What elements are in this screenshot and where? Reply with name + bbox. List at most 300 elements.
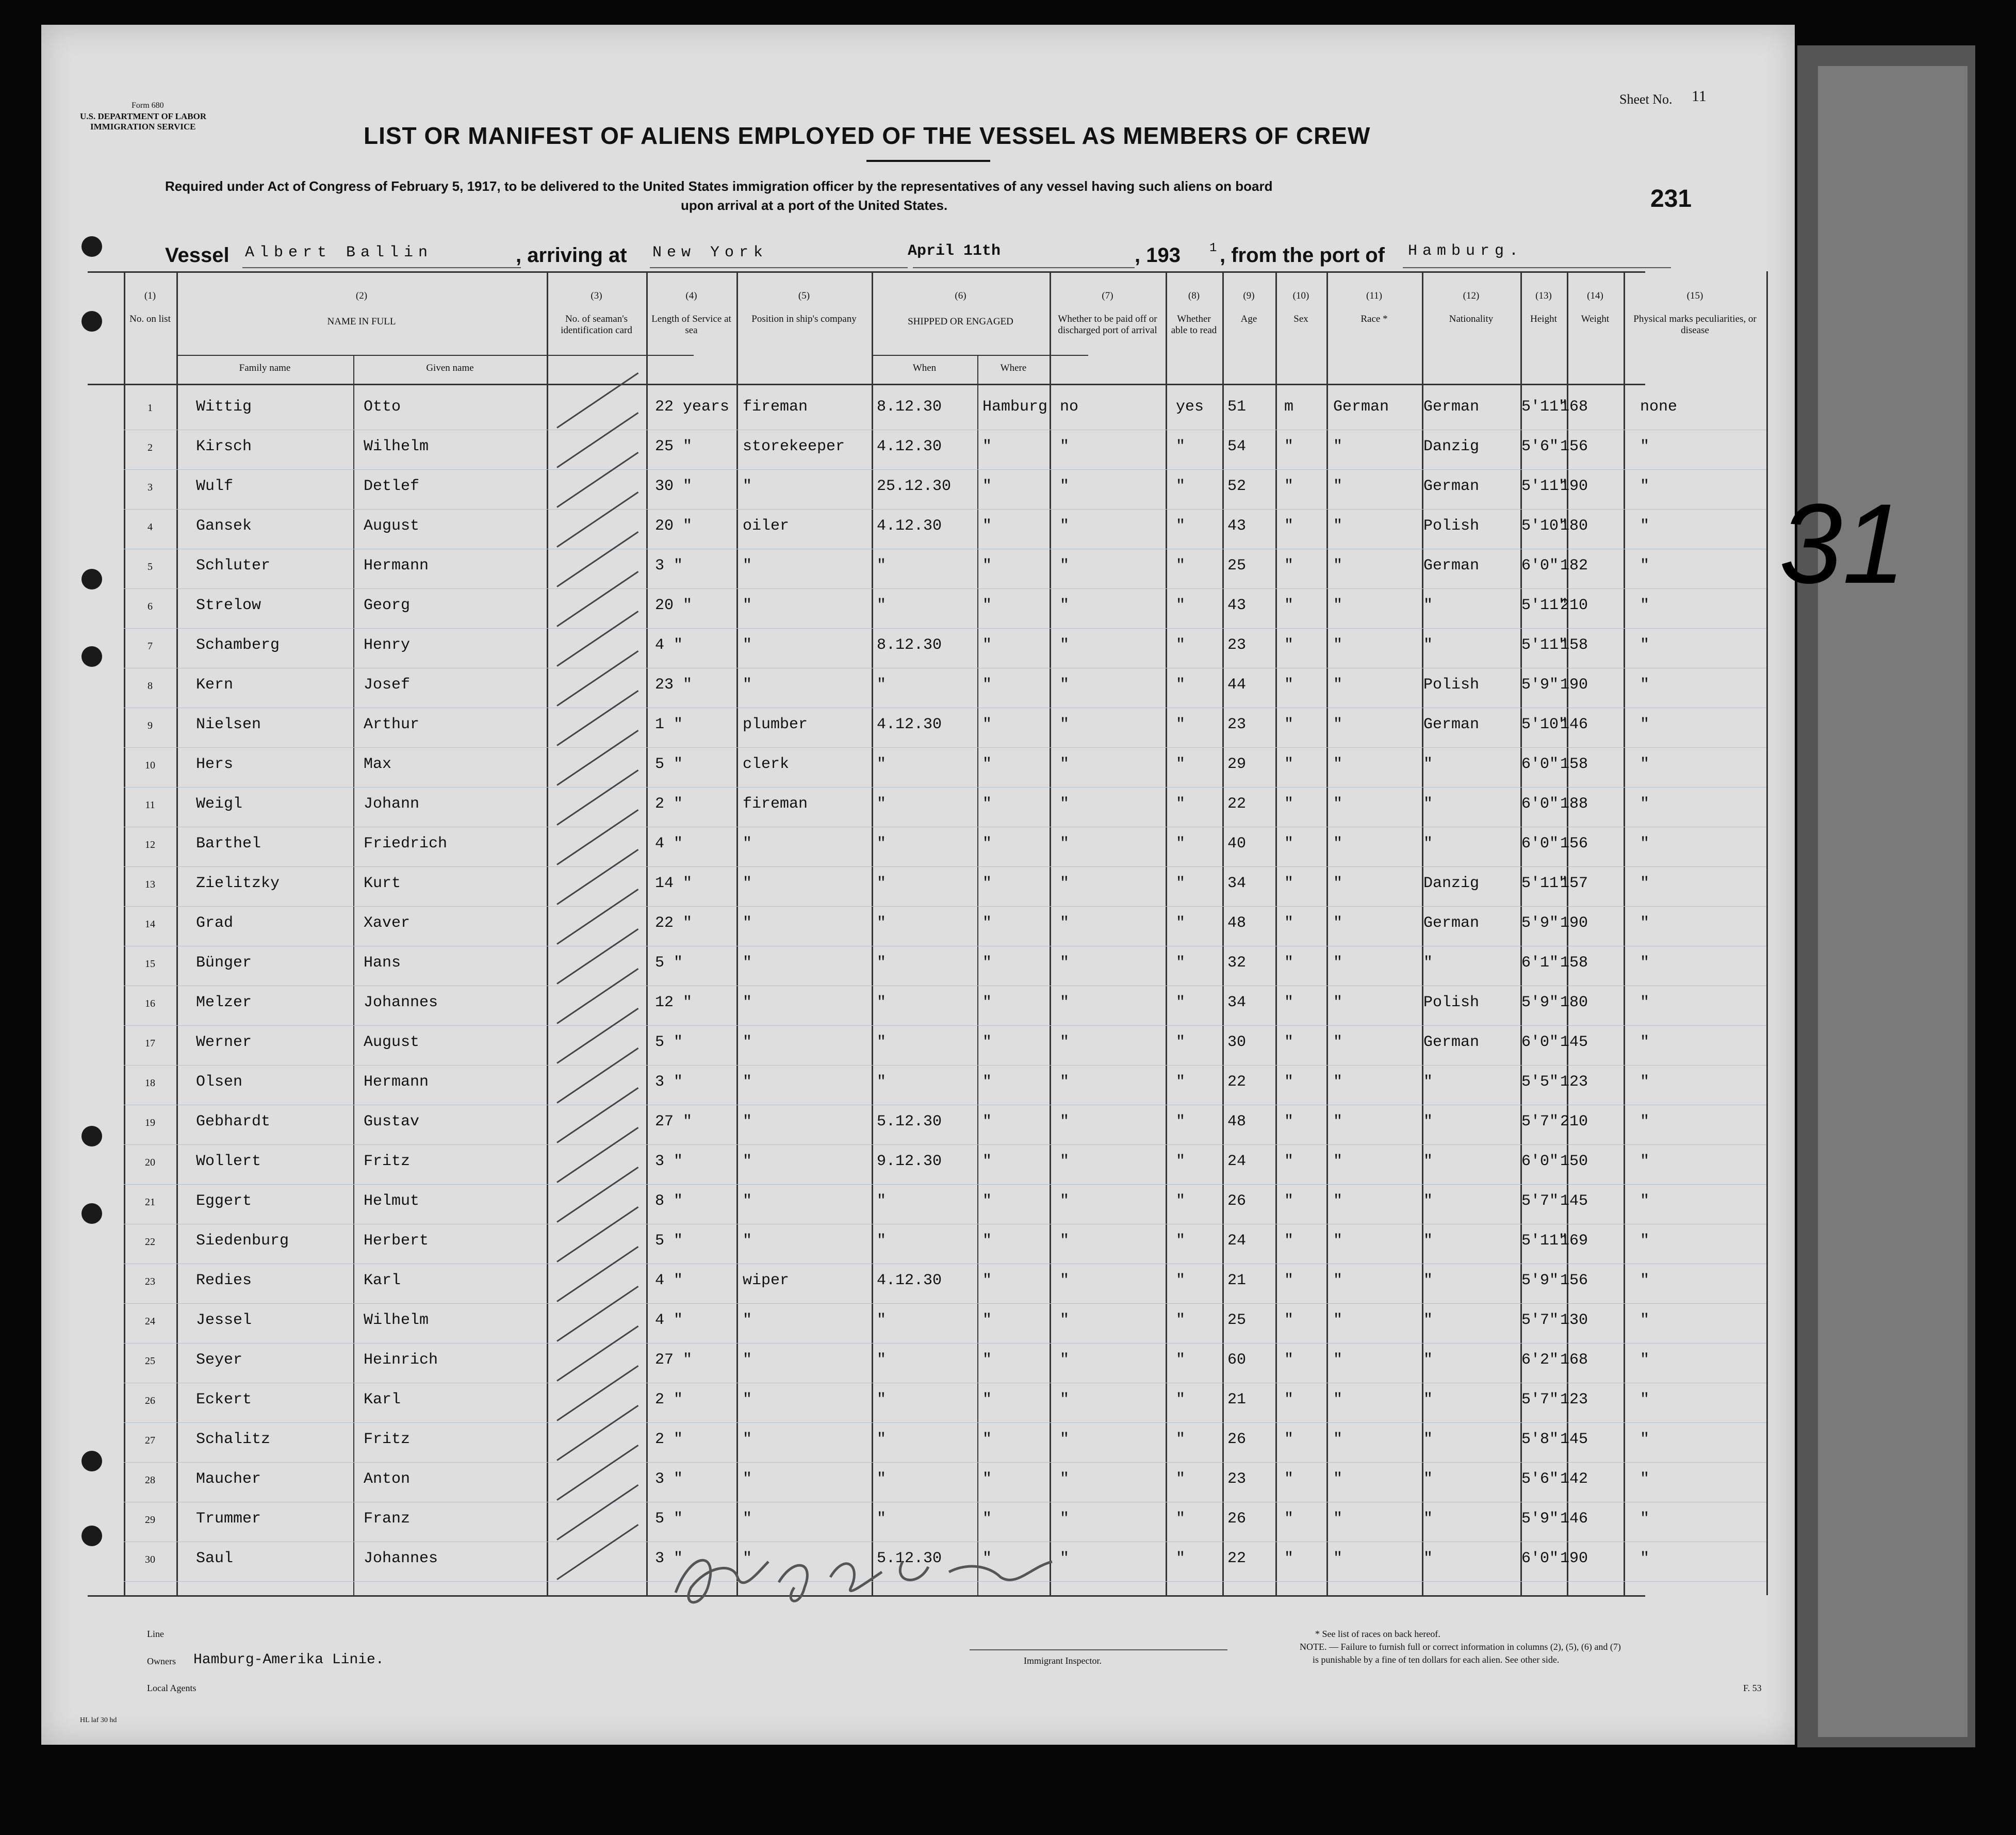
- cell-service: 20 ": [655, 597, 693, 614]
- column-number: (12): [1463, 290, 1480, 301]
- cell-sex: ": [1284, 1351, 1294, 1369]
- cell-sex: ": [1284, 994, 1294, 1011]
- cell-given: Wilhelm: [364, 438, 429, 455]
- cell-position: ": [743, 1351, 752, 1369]
- cell-paid: ": [1060, 1153, 1070, 1170]
- cell-race: ": [1333, 557, 1343, 575]
- cell-given: Karl: [364, 1391, 401, 1408]
- cell-no: 19: [145, 1117, 155, 1128]
- note-line-1: NOTE. — Failure to furnish full or correct information in columns (2), (5), (6) and (7): [1300, 1642, 1621, 1652]
- cell-family: Gansek: [196, 517, 252, 535]
- cell-weight: 210: [1560, 597, 1588, 614]
- cell-marks: ": [1640, 1312, 1650, 1329]
- cell-given: Herbert: [364, 1232, 429, 1250]
- cell-weight: 168: [1560, 398, 1588, 416]
- cell-marks: ": [1640, 1470, 1650, 1488]
- cell-no: 4: [147, 521, 153, 533]
- cell-paid: ": [1060, 875, 1070, 892]
- cell-where: ": [982, 716, 992, 733]
- cell-age: 21: [1227, 1391, 1247, 1408]
- column-label: No. on list: [129, 314, 171, 324]
- cell-nationality: Danzig: [1423, 875, 1480, 892]
- cell-nationality: German: [1423, 914, 1480, 932]
- punch-hole: [81, 1126, 102, 1146]
- cell-height: 6'0": [1521, 756, 1559, 773]
- cell-race: ": [1333, 875, 1343, 892]
- cell-race: ": [1333, 1192, 1343, 1210]
- cell-age: 48: [1227, 914, 1247, 932]
- cell-where: ": [982, 1113, 992, 1131]
- cell-family: Weigl: [196, 795, 243, 813]
- cell-age: 26: [1227, 1431, 1247, 1448]
- cell-read: ": [1176, 1232, 1186, 1250]
- cell-no: 1: [147, 402, 153, 414]
- column-number: (2): [355, 290, 368, 301]
- cell-height: 6'0": [1521, 1550, 1559, 1567]
- department: U.S. DEPARTMENT OF LABOR: [80, 111, 207, 121]
- cell-race: ": [1333, 835, 1343, 853]
- cell-where: ": [982, 1470, 992, 1488]
- cell-read: ": [1176, 1192, 1186, 1210]
- column-number: (8): [1188, 290, 1200, 301]
- cell-sex: ": [1284, 1153, 1294, 1170]
- cell-nationality: Danzig: [1423, 438, 1480, 455]
- form-code: F. 53: [1743, 1683, 1762, 1693]
- cell-when: ": [877, 1470, 887, 1488]
- cell-when: ": [877, 1510, 887, 1528]
- cell-race: ": [1333, 636, 1343, 654]
- cell-service: 22 ": [655, 914, 693, 932]
- cell-sex: ": [1284, 1272, 1294, 1289]
- cell-position: ": [743, 478, 752, 495]
- cell-paid: ": [1060, 1272, 1070, 1289]
- cell-given: Johannes: [364, 1550, 438, 1567]
- cell-nationality: ": [1423, 1351, 1433, 1369]
- cell-when: ": [877, 597, 887, 614]
- cell-service: 4 ": [655, 835, 683, 853]
- from-port: Hamburg.: [1408, 242, 1524, 260]
- cell-sex: ": [1284, 835, 1294, 853]
- cell-sex: ": [1284, 517, 1294, 535]
- cell-paid: ": [1060, 1550, 1070, 1567]
- cell-when: 4.12.30: [877, 716, 942, 733]
- cell-race: ": [1333, 994, 1343, 1011]
- cell-family: Schluter: [196, 557, 271, 575]
- cell-position: ": [743, 1073, 752, 1091]
- cell-where: ": [982, 835, 992, 853]
- cell-given: Friedrich: [364, 835, 448, 853]
- column-number: (4): [685, 290, 697, 301]
- cell-position: oiler: [743, 517, 790, 535]
- cell-height: 5'11": [1521, 597, 1568, 614]
- cell-race: ": [1333, 1510, 1343, 1528]
- column-number: (6): [955, 290, 966, 301]
- cell-family: Eckert: [196, 1391, 252, 1408]
- cell-height: 5'10": [1521, 716, 1568, 733]
- cell-position: ": [743, 676, 752, 694]
- cell-weight: 145: [1560, 1192, 1588, 1210]
- cell-age: 34: [1227, 875, 1247, 892]
- cell-race: ": [1333, 1073, 1343, 1091]
- cell-family: Gebhardt: [196, 1113, 271, 1131]
- cell-family: Werner: [196, 1034, 252, 1051]
- cell-read: ": [1176, 517, 1186, 535]
- cell-where: ": [982, 636, 992, 654]
- column-sublabel: When: [912, 363, 937, 373]
- cell-nationality: Polish: [1423, 517, 1480, 535]
- cell-race: ": [1333, 517, 1343, 535]
- cell-given: Anton: [364, 1470, 411, 1488]
- cell-weight: 157: [1560, 875, 1588, 892]
- cell-nationality: Polish: [1423, 676, 1480, 694]
- cell-age: 32: [1227, 954, 1247, 972]
- cell-height: 5'6": [1521, 1470, 1559, 1488]
- cell-paid: ": [1060, 1034, 1070, 1051]
- arrival-date: April 11th: [908, 242, 1001, 260]
- cell-given: Heinrich: [364, 1351, 438, 1369]
- vessel-name: Albert Ballin: [245, 244, 433, 261]
- cell-when: ": [877, 914, 887, 932]
- cell-weight: 180: [1560, 517, 1588, 535]
- cell-age: 44: [1227, 676, 1247, 694]
- cell-sex: ": [1284, 1113, 1294, 1131]
- cell-age: 34: [1227, 994, 1247, 1011]
- cell-given: Otto: [364, 398, 401, 416]
- owners-value: Hamburg-Amerika Linie.: [193, 1652, 384, 1668]
- cell-position: ": [743, 1550, 752, 1567]
- cell-given: Johann: [364, 795, 420, 813]
- subtitle-line-2: upon arrival at a port of the United States.: [681, 198, 948, 213]
- cell-when: 8.12.30: [877, 398, 942, 416]
- cell-age: 43: [1227, 597, 1247, 614]
- column-label: Whether able to read: [1171, 314, 1217, 336]
- stamp-number: 231: [1650, 185, 1692, 212]
- cell-nationality: ": [1423, 835, 1433, 853]
- cell-height: 6'0": [1521, 557, 1559, 575]
- date-underline: [913, 267, 1135, 268]
- cell-position: ": [743, 994, 752, 1011]
- cell-marks: ": [1640, 557, 1650, 575]
- cell-when: 4.12.30: [877, 517, 942, 535]
- cell-service: 5 ": [655, 1034, 683, 1051]
- cell-height: 6'1": [1521, 954, 1559, 972]
- cell-race: German: [1333, 398, 1389, 416]
- cell-no: 18: [145, 1077, 155, 1089]
- cell-given: August: [364, 517, 420, 535]
- cell-paid: ": [1060, 517, 1070, 535]
- cell-height: 5'9": [1521, 1510, 1559, 1528]
- cell-sex: ": [1284, 954, 1294, 972]
- cell-sex: ": [1284, 1470, 1294, 1488]
- cell-paid: ": [1060, 1232, 1070, 1250]
- cell-no: 23: [145, 1276, 155, 1287]
- cell-given: Helmut: [364, 1192, 420, 1210]
- cell-where: ": [982, 1232, 992, 1250]
- cell-sex: ": [1284, 1312, 1294, 1329]
- column-number: (5): [798, 290, 810, 301]
- cell-sex: ": [1284, 1192, 1294, 1210]
- cell-height: 6'0": [1521, 795, 1559, 813]
- column-number: (15): [1686, 290, 1703, 301]
- cell-race: ": [1333, 478, 1343, 495]
- column-label: Sex: [1293, 314, 1308, 324]
- cell-service: 2 ": [655, 795, 683, 813]
- cell-paid: ": [1060, 636, 1070, 654]
- cell-read: ": [1176, 1391, 1186, 1408]
- cell-marks: ": [1640, 1113, 1650, 1131]
- cell-when: ": [877, 756, 887, 773]
- year-prefix: , 193: [1135, 244, 1181, 267]
- cell-service: 4 ": [655, 1272, 683, 1289]
- cell-nationality: ": [1423, 756, 1433, 773]
- cell-weight: 156: [1560, 438, 1588, 455]
- cell-race: ": [1333, 954, 1343, 972]
- cell-paid: ": [1060, 1192, 1070, 1210]
- cell-no: 27: [145, 1435, 155, 1446]
- cell-service: 27 ": [655, 1113, 693, 1131]
- cell-given: Hermann: [364, 557, 429, 575]
- cell-read: ": [1176, 676, 1186, 694]
- cell-where: ": [982, 875, 992, 892]
- cell-age: 23: [1227, 636, 1247, 654]
- cell-paid: ": [1060, 1470, 1070, 1488]
- sheet-label: Sheet No.: [1619, 92, 1673, 107]
- cell-no: 12: [145, 839, 155, 850]
- cell-height: 5'7": [1521, 1192, 1559, 1210]
- cell-read: ": [1176, 1153, 1186, 1170]
- column-label: Race *: [1361, 314, 1388, 324]
- cell-race: ": [1333, 1272, 1343, 1289]
- cell-marks: ": [1640, 716, 1650, 733]
- cell-race: ": [1333, 1431, 1343, 1448]
- cell-when: ": [877, 1232, 887, 1250]
- cell-age: 25: [1227, 557, 1247, 575]
- cell-when: ": [877, 1034, 887, 1051]
- column-number: (14): [1587, 290, 1603, 301]
- column-label: SHIPPED OR ENGAGED: [908, 316, 1013, 327]
- cell-where: ": [982, 1192, 992, 1210]
- cell-nationality: ": [1423, 1073, 1433, 1091]
- from-port-label: , from the port of: [1220, 244, 1385, 267]
- cell-position: ": [743, 1113, 752, 1131]
- cell-race: ": [1333, 1391, 1343, 1408]
- cell-no: 24: [145, 1316, 155, 1327]
- cell-family: Schalitz: [196, 1431, 271, 1448]
- cell-height: 5'11": [1521, 875, 1568, 892]
- column-number: (11): [1366, 290, 1382, 301]
- cell-position: fireman: [743, 398, 808, 416]
- cell-where: ": [982, 597, 992, 614]
- cell-height: 5'8": [1521, 1431, 1559, 1448]
- cell-age: 23: [1227, 716, 1247, 733]
- cell-service: 5 ": [655, 1510, 683, 1528]
- cell-no: 9: [147, 720, 153, 731]
- owners-label: Owners: [147, 1656, 176, 1666]
- cell-position: ": [743, 954, 752, 972]
- cell-weight: 182: [1560, 557, 1588, 575]
- column-label: Weight: [1581, 314, 1610, 324]
- punch-hole: [81, 569, 102, 589]
- cell-where: ": [982, 795, 992, 813]
- cell-weight: 146: [1560, 1510, 1588, 1528]
- cell-position: ": [743, 875, 752, 892]
- cell-position: storekeeper: [743, 438, 845, 455]
- cell-where: ": [982, 954, 992, 972]
- cell-no: 28: [145, 1474, 155, 1486]
- cell-service: 8 ": [655, 1192, 683, 1210]
- cell-paid: ": [1060, 1113, 1070, 1131]
- cell-read: ": [1176, 835, 1186, 853]
- from-port-underline: [1403, 267, 1671, 268]
- margin-handwritten-number: 31: [1779, 480, 1906, 607]
- cell-paid: ": [1060, 1312, 1070, 1329]
- cell-race: ": [1333, 438, 1343, 455]
- cell-weight: 190: [1560, 676, 1588, 694]
- cell-given: Arthur: [364, 716, 420, 733]
- cell-age: 51: [1227, 398, 1247, 416]
- cell-family: Zielitzky: [196, 875, 280, 892]
- cell-given: Johannes: [364, 994, 438, 1011]
- cell-where: ": [982, 517, 992, 535]
- cell-weight: 168: [1560, 1351, 1588, 1369]
- cell-service: 5 ": [655, 1232, 683, 1250]
- cell-read: ": [1176, 756, 1186, 773]
- cell-nationality: ": [1423, 597, 1433, 614]
- cell-nationality: ": [1423, 1550, 1433, 1567]
- column-sublabel: Where: [1000, 363, 1027, 373]
- cell-age: 30: [1227, 1034, 1247, 1051]
- cell-paid: no: [1060, 398, 1079, 416]
- cell-age: 21: [1227, 1272, 1247, 1289]
- cell-when: ": [877, 1351, 887, 1369]
- form-number: Form 680: [132, 101, 164, 110]
- cell-when: ": [877, 875, 887, 892]
- cell-no: 25: [145, 1355, 155, 1367]
- cell-marks: ": [1640, 1232, 1650, 1250]
- cell-read: ": [1176, 795, 1186, 813]
- cell-position: clerk: [743, 756, 790, 773]
- cell-marks: ": [1640, 676, 1650, 694]
- cell-no: 8: [147, 680, 153, 692]
- cell-weight: 158: [1560, 756, 1588, 773]
- cell-read: ": [1176, 597, 1186, 614]
- cell-no: 17: [145, 1038, 155, 1049]
- cell-height: 5'5": [1521, 1073, 1559, 1091]
- cell-service: 12 ": [655, 994, 693, 1011]
- cell-height: 6'0": [1521, 1153, 1559, 1170]
- column-number: (9): [1243, 290, 1255, 301]
- cell-sex: ": [1284, 1034, 1294, 1051]
- cell-race: ": [1333, 795, 1343, 813]
- cell-when: ": [877, 1391, 887, 1408]
- table-top-border: [88, 271, 1645, 273]
- cell-where: ": [982, 1272, 992, 1289]
- cell-marks: ": [1640, 875, 1650, 892]
- cell-read: ": [1176, 1312, 1186, 1329]
- cell-no: 5: [147, 561, 153, 572]
- cell-race: ": [1333, 1232, 1343, 1250]
- cell-given: Wilhelm: [364, 1312, 429, 1329]
- cell-marks: ": [1640, 1550, 1650, 1567]
- cell-when: ": [877, 954, 887, 972]
- cell-sex: ": [1284, 676, 1294, 694]
- cell-no: 7: [147, 641, 153, 652]
- cell-nationality: ": [1423, 1470, 1433, 1488]
- cell-sex: ": [1284, 478, 1294, 495]
- line-label: Line: [147, 1629, 164, 1639]
- cell-service: 3 ": [655, 1470, 683, 1488]
- column-number: (3): [591, 290, 602, 301]
- cell-when: 4.12.30: [877, 1272, 942, 1289]
- cell-when: 9.12.30: [877, 1153, 942, 1170]
- cell-marks: ": [1640, 914, 1650, 932]
- cell-no: 16: [145, 998, 155, 1009]
- cell-height: 5'10": [1521, 517, 1568, 535]
- column-label: Nationality: [1449, 314, 1494, 324]
- cell-family: Redies: [196, 1272, 252, 1289]
- cell-nationality: German: [1423, 1034, 1480, 1051]
- cell-position: ": [743, 835, 752, 853]
- punch-hole: [81, 311, 102, 332]
- column-label: Length of Service at sea: [651, 314, 731, 336]
- cell-sex: ": [1284, 557, 1294, 575]
- column-label: Height: [1530, 314, 1557, 324]
- cell-height: 6'2": [1521, 1351, 1559, 1369]
- column-sublabel: Family name: [239, 363, 291, 373]
- cell-where: ": [982, 914, 992, 932]
- port-underline: [650, 267, 908, 268]
- cell-sex: ": [1284, 716, 1294, 733]
- cell-read: ": [1176, 1510, 1186, 1528]
- cell-age: 24: [1227, 1153, 1247, 1170]
- cell-sex: ": [1284, 438, 1294, 455]
- cell-age: 24: [1227, 1232, 1247, 1250]
- cell-race: ": [1333, 1113, 1343, 1131]
- cell-paid: ": [1060, 1391, 1070, 1408]
- cell-paid: ": [1060, 914, 1070, 932]
- cell-paid: ": [1060, 954, 1070, 972]
- cell-when: ": [877, 1073, 887, 1091]
- punch-hole: [81, 1526, 102, 1546]
- cell-height: 5'11": [1521, 1232, 1568, 1250]
- cell-nationality: ": [1423, 636, 1433, 654]
- cell-nationality: German: [1423, 557, 1480, 575]
- column-label: NAME IN FULL: [327, 316, 396, 327]
- cell-where: ": [982, 1034, 992, 1051]
- cell-height: 6'0": [1521, 1034, 1559, 1051]
- punch-hole: [81, 646, 102, 667]
- column-number: (7): [1102, 290, 1113, 301]
- note-line-2: is punishable by a fine of ten dollars for each alien. See other side.: [1313, 1654, 1560, 1665]
- cell-marks: ": [1640, 756, 1650, 773]
- cell-weight: 142: [1560, 1470, 1588, 1488]
- adjacent-page-edge: [1797, 45, 1975, 1747]
- cell-marks: ": [1640, 954, 1650, 972]
- cell-when: ": [877, 1312, 887, 1329]
- cell-when: 8.12.30: [877, 636, 942, 654]
- cell-when: 5.12.30: [877, 1113, 942, 1131]
- cell-family: Trummer: [196, 1510, 261, 1528]
- inspector-label: Immigrant Inspector.: [1024, 1656, 1102, 1666]
- cell-marks: ": [1640, 795, 1650, 813]
- cell-paid: ": [1060, 676, 1070, 694]
- cell-family: Seyer: [196, 1351, 243, 1369]
- arrival-port: New York: [652, 244, 768, 261]
- cell-age: 22: [1227, 795, 1247, 813]
- cell-family: Olsen: [196, 1073, 243, 1091]
- cell-given: Hermann: [364, 1073, 429, 1091]
- cell-where: Hamburg: [982, 398, 1048, 416]
